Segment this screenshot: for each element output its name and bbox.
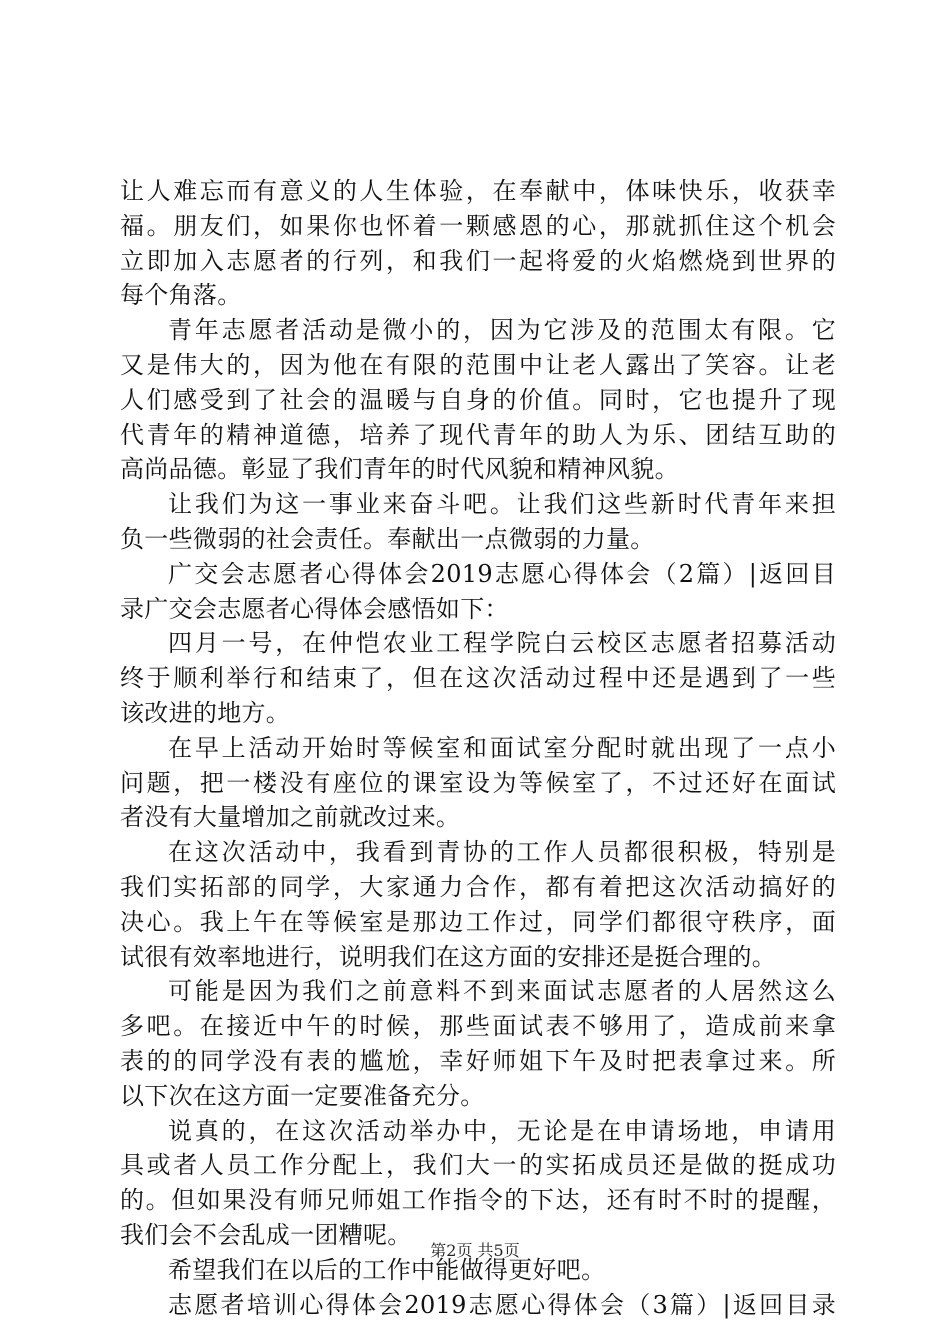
page-footer: 第2页 共5页 <box>430 1241 520 1260</box>
text-line: 在这次活动中，我看到青协的工作人员都很积极，特别是 <box>168 838 836 867</box>
text-line: 立即加入志愿者的行列，和我们一起将爱的火焰燃烧到世界的 <box>120 246 836 275</box>
body-text <box>120 174 836 1322</box>
text-line: 广交会志愿者心得体会2019志愿心得体会（2篇）|返回目 <box>168 559 836 588</box>
text-line: 人们感受到了社会的温暖与自身的价值。同时，它也提升了现 <box>120 385 836 414</box>
text-line: 多吧。在接近中午的时候，那些面试表不够用了，造成前来拿 <box>120 1012 836 1041</box>
text-line: 青年志愿者活动是微小的，因为它涉及的范围太有限。它 <box>168 316 836 345</box>
text-line: 的。但如果没有师兄师姐工作指令的下达，还有时不时的提醒， <box>120 1186 836 1215</box>
text-line: 表的的同学没有表的尴尬，幸好师姐下午及时把表拿过来。所 <box>120 1046 836 1075</box>
text-line: 该改进的地方。 <box>120 698 291 727</box>
text-line: 负一些微弱的社会责任。奉献出一点微弱的力量。 <box>120 524 655 553</box>
text-line: 代青年的精神道德，培养了现代青年的助人为乐、团结互助的 <box>120 420 836 449</box>
text-line: 在早上活动开始时等候室和面试室分配时就出现了一点小 <box>168 733 836 762</box>
text-line: 说真的，在这次活动举办中，无论是在申请场地，申请用 <box>168 1116 836 1145</box>
text-line: 具或者人员工作分配上，我们大一的实拓成员还是做的挺成功 <box>120 1151 836 1180</box>
text-line: 问题，把一楼没有座位的课室设为等候室了，不过还好在面试 <box>120 768 836 797</box>
text-line: 让人难忘而有意义的人生体验，在奉献中，体味快乐，收获幸 <box>120 177 836 205</box>
text-line: 让我们为这一事业来奋斗吧。让我们这些新时代青年来担 <box>168 490 836 519</box>
text-line: 高尚品德。彰显了我们青年的时代风貌和精神风貌。 <box>120 455 679 484</box>
text-line: 录广交会志愿者心得体会感悟如下： <box>120 594 509 623</box>
text-line: 决心。我上午在等候室是那边工作过，同学们都很守秩序，面 <box>120 907 836 936</box>
text-line: 可能是因为我们之前意料不到来面试志愿者的人居然这么 <box>168 977 836 1006</box>
text-line: 又是伟大的，因为他在有限的范围中让老人露出了笑容。让老 <box>120 350 836 379</box>
text-line: 试很有效率地进行，说明我们在这方面的安排还是挺合理的。 <box>120 942 777 971</box>
text-line: 希望我们在以后的工作中能做得更好吧。 <box>168 1255 606 1284</box>
text-line: 以下次在这方面一定要准备充分。 <box>120 1081 485 1110</box>
text-line: 者没有大量增加之前就改过来。 <box>120 803 461 832</box>
text-line: 每个角落。 <box>120 281 242 310</box>
text-line: 志愿者培训心得体会2019志愿心得体会（3篇）|返回目录 <box>168 1290 836 1319</box>
text-line: 终于顺利举行和结束了，但在这次活动过程中还是遇到了一些 <box>120 664 836 693</box>
text-line: 四月一号，在仲恺农业工程学院白云校区志愿者招募活动 <box>168 629 836 658</box>
text-line: 我们会不会乱成一团糟呢。 <box>120 1220 412 1249</box>
text-line: 福。朋友们，如果你也怀着一颗感恩的心，那就抓住这个机会 <box>120 211 836 240</box>
text-line: 我们实拓部的同学，大家通力合作，都有着把这次活动搞好的 <box>120 872 836 901</box>
